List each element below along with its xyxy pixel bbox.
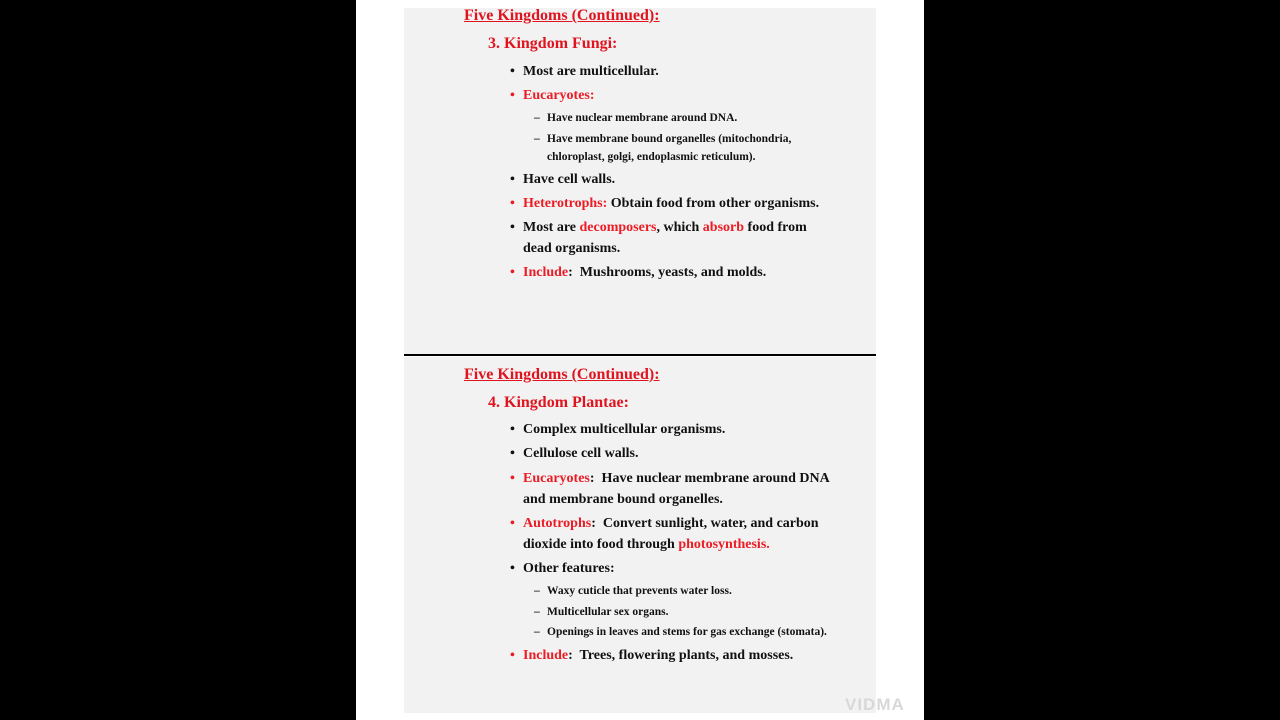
- bullet-icon: •: [510, 648, 515, 663]
- list-item: [510, 443, 639, 464]
- sub-list-item: [534, 130, 792, 148]
- list-item: [510, 645, 794, 666]
- bullet-icon: •: [510, 561, 515, 576]
- sub-item-text: Have nuclear membrane around DNA.: [547, 112, 738, 124]
- slide-divider: [404, 354, 876, 356]
- term-absorb: absorb: [702, 220, 745, 235]
- term-decomposers: decomposers: [579, 220, 657, 235]
- bullet-icon: •: [510, 64, 515, 79]
- dash-icon: –: [534, 133, 540, 145]
- list-item: [510, 61, 659, 82]
- term-eucaryotes: Eucaryotes: [523, 471, 590, 486]
- bullet-text: Have cell walls.: [523, 172, 616, 187]
- bullet-continuation: dead organisms.: [523, 241, 621, 256]
- slide2-title: Five Kingdoms (Continued):: [464, 366, 660, 383]
- bullet-icon: •: [510, 516, 515, 531]
- dash-icon: –: [534, 112, 540, 124]
- bullet-text: : Trees, flowering plants, and mosses.: [568, 648, 794, 663]
- bullet-text: Cellulose cell walls.: [523, 446, 639, 461]
- list-item: [510, 558, 615, 579]
- bullet-icon: •: [510, 471, 515, 486]
- bullet-icon: •: [510, 196, 515, 211]
- bullet-continuation: [523, 534, 770, 555]
- bullet-text: Eucaryotes:: [523, 88, 595, 103]
- bullet-icon: •: [510, 422, 515, 437]
- sub-item-text: Have membrane bound organelles (mitochondria,: [547, 133, 792, 145]
- sub-list-item: [534, 603, 669, 621]
- bullet-icon: •: [510, 172, 515, 187]
- bullet-text: : Mushrooms, yeasts, and molds.: [568, 265, 767, 280]
- bullet-icon: •: [510, 220, 515, 235]
- bullet-icon: •: [510, 88, 515, 103]
- bullet-text: : Convert sunlight, water, and carbon: [591, 516, 819, 531]
- list-item: [510, 193, 820, 214]
- dash-icon: –: [534, 606, 540, 618]
- sub-list-item: [534, 582, 732, 600]
- bullet-text: , which: [656, 220, 703, 235]
- list-item: [510, 169, 616, 190]
- list-item: [510, 262, 767, 283]
- sub-list-item: [534, 109, 738, 127]
- list-item: [510, 419, 726, 440]
- bullet-text: : Have nuclear membrane around DNA: [589, 471, 830, 486]
- sub-item-text: Waxy cuticle that prevents water loss.: [547, 585, 732, 597]
- sub-item-text: Multicellular sex organs.: [547, 606, 669, 618]
- sub-list-item: [534, 623, 827, 641]
- term-include: Include: [523, 265, 569, 280]
- term-photosynthesis: photosynthesis.: [678, 537, 770, 552]
- list-item: [510, 85, 595, 106]
- bullet-text: Other features:: [523, 561, 615, 576]
- watermark-logo: VIDMA: [845, 695, 905, 714]
- bullet-text: dioxide into food through: [523, 537, 679, 552]
- dash-icon: –: [534, 585, 540, 597]
- bullet-text: food from: [744, 220, 807, 235]
- bullet-text: Most are: [523, 220, 580, 235]
- dash-icon: –: [534, 626, 540, 638]
- list-item: [510, 468, 830, 489]
- slide1-title: Five Kingdoms (Continued):: [464, 7, 660, 24]
- term-heterotrophs: Heterotrophs:: [523, 196, 608, 211]
- bullet-text: Complex multicellular organisms.: [523, 422, 726, 437]
- term-include: Include: [523, 648, 569, 663]
- bullet-icon: •: [510, 446, 515, 461]
- term-autotrophs: Autotrophs: [523, 516, 592, 531]
- slide1-heading: 3. Kingdom Fungi:: [488, 35, 618, 52]
- bullet-text: Most are multicellular.: [523, 64, 659, 79]
- sub-item-text: Openings in leaves and stems for gas exchange (stomata).: [547, 626, 827, 638]
- bullet-continuation: and membrane bound organelles.: [523, 492, 723, 507]
- slide-kingdom-fungi: [404, 8, 876, 354]
- slide2-heading: 4. Kingdom Plantae:: [488, 394, 629, 411]
- sub-item-continuation: chloroplast, golgi, endoplasmic reticulum).: [547, 151, 756, 163]
- bullet-text: Obtain food from other organisms.: [607, 196, 820, 211]
- list-item: [510, 217, 807, 238]
- list-item: [510, 513, 819, 534]
- bullet-icon: •: [510, 265, 515, 280]
